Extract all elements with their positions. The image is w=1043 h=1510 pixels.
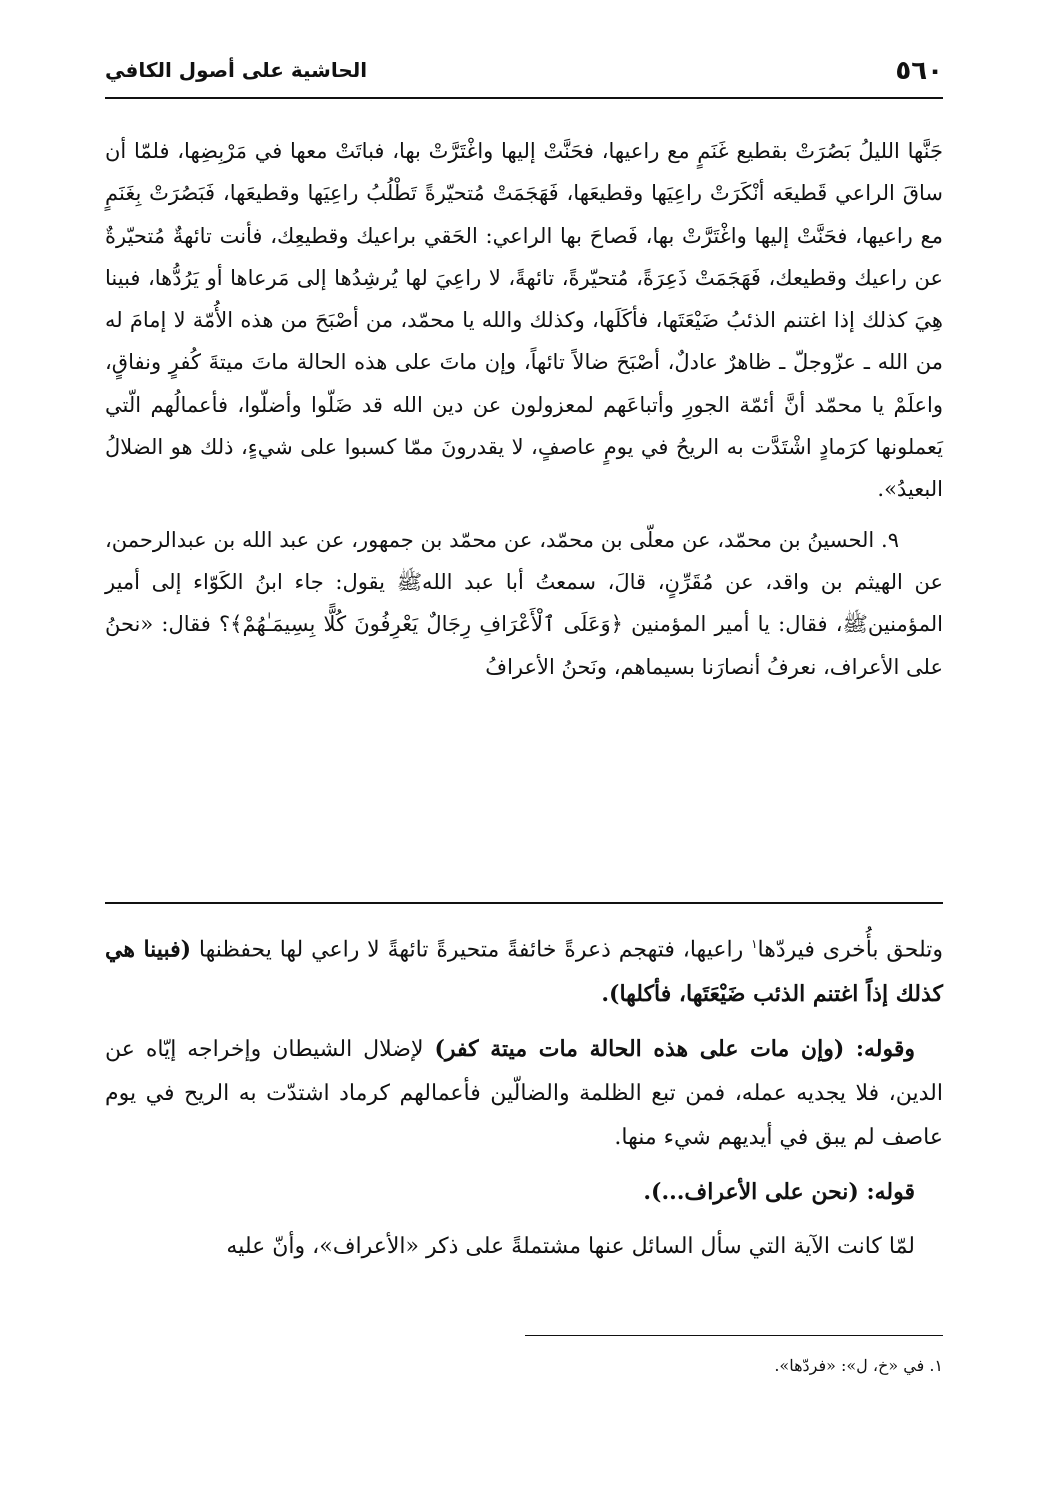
quoted-phrase: (فبينا هي كذلك إذاً اغتنم الذئب ضَيْعَتَها، فأكلها). <box>105 936 943 1008</box>
quoted-phrase: قوله: (نحن على الأعراف...). <box>643 1179 915 1206</box>
commentary-heading <box>105 1170 943 1215</box>
commentary-text: راعيها، فتهجم ذعرةً خائفةً متحيرةً تائهةً لا راعي لها يحفظنها <box>191 937 752 963</box>
main-text <box>105 130 943 688</box>
hadith-9: ٩. الحسينُ بن محمّد، عن معلّى بن محمّد، عن محمّد بن جمهور، عن عبد الله بن عبدالرحمن، عن الهيثم بن واقد، عن مُقَرِّنٍ، قالَ، سمعتُ أبا عبد اللهﷺ يقول: جاء ابنُ الكَوّاء إلى أمير المؤمنينﷺ، فقال: يا أمير المؤمنين ﴿وَعَلَى ٱلْأَعْرَافِ رِجَالٌ يَعْرِفُونَ كُلًّا بِسِيمَـٰهُمْ﴾؟ فقال: «نحنُ على الأعراف، نعرفُ أنصارَنا بسيماهم، ونَحنُ الأعرافُ <box>105 527 943 679</box>
commentary <box>105 922 943 1269</box>
footnote-marker: ١ <box>751 937 758 951</box>
footnote-divider <box>525 1335 943 1336</box>
commentary-paragraph-1 <box>105 922 943 1017</box>
footnote: ١. في «خ، ل»: «فردّها». <box>774 1356 943 1375</box>
hadith-continuation: جَنَّها الليلُ بَصُرَتْ بقطيع غَنَمٍ مع راعيها، فحَنَّتْ إليها واغْتَرَّتْ بها، فباتَتْ معها في مَرْبِضِها، فلمّا أن ساقَ الراعي قَطيعَه أنْكَرَتْ راعِيَها وقطيعَها، فَهَجَمَتْ مُتحيّرةً تَطْلُبُ راعِيَها وقطيعَها، فَبَصُرَتْ بِغَنَمٍ مع راعيها، فحَنَّتْ إليها واغْتَرَّتْ بها، فَصاحَ بها الراعي: الحَقي براعيك وقطيعِك، فأنت تائهةٌ مُتحيّرةٌ عن راعيك وقطيعك، فَهَجَمَتْ ذَعِرَةً، مُتحيّرةً، تائهةً، لا راعِيَ لها يُرشِدُها إلى مَرعاها أو يَرُدُّها، فبينا هِيَ كذلك إذا اغتنم الذئبُ ضَيْعَتَها، فأكَلَها، وكذلك والله يا محمّد، من أصْبَحَ من هذه الأُمّة لا إمامَ له من الله ـ عزّوجلّ ـ ظاهرٌ عادلٌ، أصْبَحَ ضالاً تائهاً، وإن ماتَ على هذه الحالة ماتَ ميتةَ كُفرٍ ونفاقٍ، واعلَمْ يا محمّد أنَّ أئمّة الجورِ وأتباعَهم لمعزولون عن دين الله قد ضَلّوا وأضلّوا، فأعمالُهم الّتي يَعملونها كرَمادٍ اشْتَدَّت به الريحُ في يومٍ عاصفٍ، لا يقدرونَ ممّا كسبوا على شيءٍ، ذلك هو الضلالُ البعيدُ». <box>105 139 944 502</box>
commentary-text: وتلحق بأُخرى فيردّها <box>757 937 943 963</box>
commentary-divider <box>105 902 943 904</box>
page-number: ٥٦٠ <box>895 56 943 86</box>
header-divider <box>105 97 943 99</box>
commentary-paragraph-4: لمّا كانت الآية التي سأل السائل عنها مشتملةً على ذكر «الأعراف»، وأنّ عليه <box>226 1234 915 1260</box>
quoted-phrase: وقوله: (وإن مات على هذه الحالة مات ميتة كفر) <box>434 1036 915 1063</box>
page-header <box>105 50 943 90</box>
commentary-text: لإضلال الشيطان وإخراجه إيّاه عن الدين، فلا يجديه عمله، فمن تبع الظلمة والضالّين فأعمالهم كرماد اشتدّت به الريح في يوم عاصف لم يبق في أيديهم شيء منها. <box>105 1037 943 1151</box>
running-title: الحاشية على أصول الكافي <box>105 58 368 82</box>
commentary-paragraph-2 <box>105 1027 943 1160</box>
